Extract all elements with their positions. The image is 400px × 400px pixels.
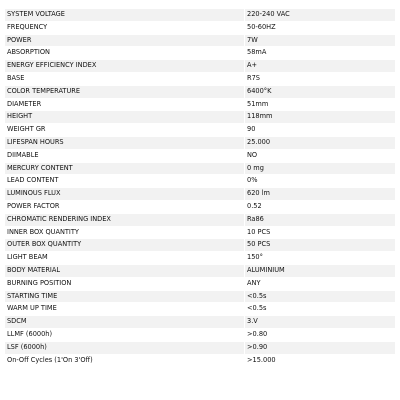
spec-label: On-Off Cycles (1'On 3'Off) — [5, 354, 245, 367]
spec-value: >15.000 — [245, 354, 396, 367]
spec-row — [5, 354, 396, 367]
spec-value: 0 mg — [245, 162, 396, 175]
spec-row — [5, 111, 396, 124]
spec-value: NO — [245, 149, 396, 162]
spec-value: 51mm — [245, 98, 396, 111]
spec-row — [5, 341, 396, 354]
spec-label: LLMF (6000h) — [5, 328, 245, 341]
spec-value: A+ — [245, 60, 396, 73]
spec-label: LEAD CONTENT — [5, 175, 245, 188]
spec-label: BURNING POSITION — [5, 277, 245, 290]
spec-row — [5, 252, 396, 265]
spec-label: LIGHT BEAM — [5, 252, 245, 265]
spec-value: 7W — [245, 34, 396, 47]
spec-row — [5, 162, 396, 175]
spec-row — [5, 98, 396, 111]
spec-value: 620 lm — [245, 188, 396, 201]
spec-label: LUMINOUS FLUX — [5, 188, 245, 201]
spec-row — [5, 226, 396, 239]
spec-value: >0.90 — [245, 341, 396, 354]
spec-value: <0.5s — [245, 290, 396, 303]
spec-label: POWER — [5, 34, 245, 47]
spec-label: WEIGHT GR — [5, 124, 245, 137]
spec-label: STARTING TIME — [5, 290, 245, 303]
spec-row — [5, 136, 396, 149]
spec-value: >0.80 — [245, 328, 396, 341]
spec-row — [5, 188, 396, 201]
spec-row — [5, 60, 396, 73]
spec-value: Ra86 — [245, 213, 396, 226]
spec-label: POWER FACTOR — [5, 200, 245, 213]
spec-value: 0.52 — [245, 200, 396, 213]
spec-row — [5, 149, 396, 162]
spec-label: LIFESPAN HOURS — [5, 136, 245, 149]
spec-value: 50-60HZ — [245, 21, 396, 34]
spec-value: 3.V — [245, 316, 396, 329]
spec-row — [5, 328, 396, 341]
spec-row — [5, 290, 396, 303]
spec-row — [5, 264, 396, 277]
spec-label: HEIGHT — [5, 111, 245, 124]
spec-row — [5, 175, 396, 188]
spec-value: ANY — [245, 277, 396, 290]
spec-label: WARM UP TIME — [5, 303, 245, 316]
spec-row — [5, 277, 396, 290]
spec-row — [5, 124, 396, 137]
spec-row — [5, 239, 396, 252]
spec-value: 10 PCS — [245, 226, 396, 239]
spec-value: 150° — [245, 252, 396, 265]
spec-row — [5, 72, 396, 85]
spec-row — [5, 21, 396, 34]
spec-label: COLOR TEMPERATURE — [5, 85, 245, 98]
spec-value: 25.000 — [245, 136, 396, 149]
spec-value: <0.5s — [245, 303, 396, 316]
spec-label: MERCURY CONTENT — [5, 162, 245, 175]
spec-label: CHROMATIC RENDERING INDEX — [5, 213, 245, 226]
spec-row — [5, 303, 396, 316]
spec-label: SDCM — [5, 316, 245, 329]
spec-value: 58mA — [245, 47, 396, 60]
spec-row — [5, 200, 396, 213]
spec-label: DIAMETER — [5, 98, 245, 111]
spec-value: 90 — [245, 124, 396, 137]
spec-value: ALUMINIUM — [245, 264, 396, 277]
spec-label: DIIMABLE — [5, 149, 245, 162]
spec-value: 0% — [245, 175, 396, 188]
spec-table — [4, 8, 396, 367]
spec-label: BODY MATERIAL — [5, 264, 245, 277]
spec-value: 6400°K — [245, 85, 396, 98]
spec-value: 50 PCS — [245, 239, 396, 252]
spec-row — [5, 34, 396, 47]
spec-row — [5, 9, 396, 22]
spec-row — [5, 213, 396, 226]
spec-label: INNER BOX QUANTITY — [5, 226, 245, 239]
spec-value: R7S — [245, 72, 396, 85]
spec-label: SYSTEM VOLTAGE — [5, 9, 245, 22]
spec-label: FREQUENCY — [5, 21, 245, 34]
spec-row — [5, 85, 396, 98]
spec-table-body — [5, 9, 396, 367]
spec-label: ABSORPTION — [5, 47, 245, 60]
spec-label: BASE — [5, 72, 245, 85]
spec-label: OUTER BOX QUANTITY — [5, 239, 245, 252]
spec-row — [5, 316, 396, 329]
spec-label: LSF (6000h) — [5, 341, 245, 354]
spec-row — [5, 47, 396, 60]
spec-value: 220-240 VAC — [245, 9, 396, 22]
spec-label: ENERGY EFFICIENCY INDEX — [5, 60, 245, 73]
spec-value: 118mm — [245, 111, 396, 124]
